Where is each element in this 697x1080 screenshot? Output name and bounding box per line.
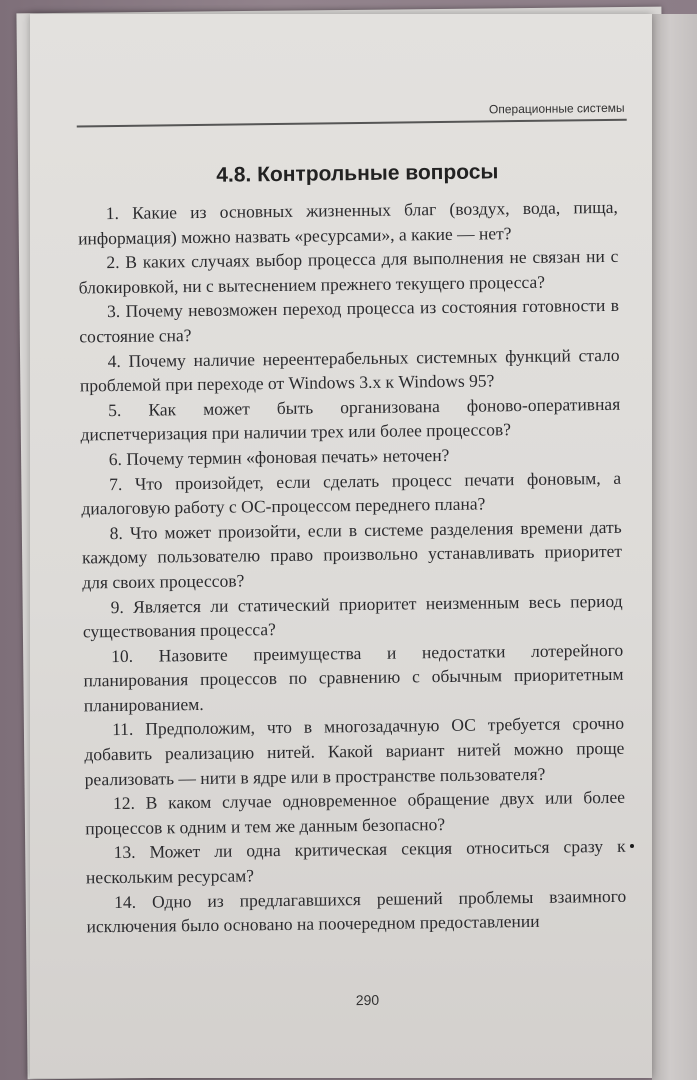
question-5: 5. Как может быть организована фоново-оперативная диспетчеризация при наличии трех или более процессов? (80, 393, 621, 445)
running-head: Операционные системы (488, 100, 625, 117)
question-7: 7. Что произойдет, если сделать процесс печати фоновым, а диалоговую работу с ОС-процессом переднего плана? (81, 467, 622, 519)
question-4: 4. Почему наличие нереентерабельных системных функций стало проблемой при переходе от Windows 3.x к Windows 95? (79, 344, 620, 396)
question-8: 8. Что может произойти, если в системе разделения времени дать каждому пользователю право произвольно устанавливать приоритет для своих процессов? (81, 516, 623, 593)
question-list (78, 195, 627, 939)
question-13: 13. Может ли одна критическая секция относиться сразу к нескольким ресурсам? (85, 836, 626, 888)
question-11: 11. Предположим, что в многозадачную ОС требуется срочно добавить реализацию нитей. Какой вариант нитей можно проще реализовать — нити в ядре или в пространстве пользователя? (84, 713, 625, 790)
question-10: 10. Назовите преимущества и недостатки лотерейного планирования процессов по сравнению с обычным приоритетным планированием. (83, 639, 624, 716)
question-12: 12. В каком случае одновременное обращение двух или более процессов к одним и тем же данным безопасно? (85, 787, 626, 839)
question-1: 1. Какие из основных жизненных благ (воздух, вода, пища, информация) можно назвать «ресурсами», а какие — нет? (77, 196, 618, 249)
ink-speck (630, 844, 634, 848)
question-3: 3. Почему невозможен переход процесса из состояния готовности в состояние сна? (79, 295, 620, 347)
book-page (30, 14, 652, 1078)
question-6: 6. Почему термин «фоновая печать» неточен? (108, 444, 450, 470)
question-9: 9. Является ли статический приоритет неизменным весь период существования процесса? (82, 590, 623, 642)
question-14: 14. Одно из предлагавшихся решений проблемы взаимного исключения было основано на поочередном предоставлении (86, 885, 627, 937)
question-2: 2. В каких случаях выбор процесса для выполнения не связан ни с блокировкой, ни с вытеснением прежнего текущего процесса? (78, 246, 619, 298)
page-content (76, 31, 649, 1078)
page-edge (652, 14, 697, 1080)
page-number: 290 (355, 991, 380, 1009)
header-rule (77, 119, 627, 128)
section-title: 4.8. Контрольные вопросы (216, 160, 499, 187)
